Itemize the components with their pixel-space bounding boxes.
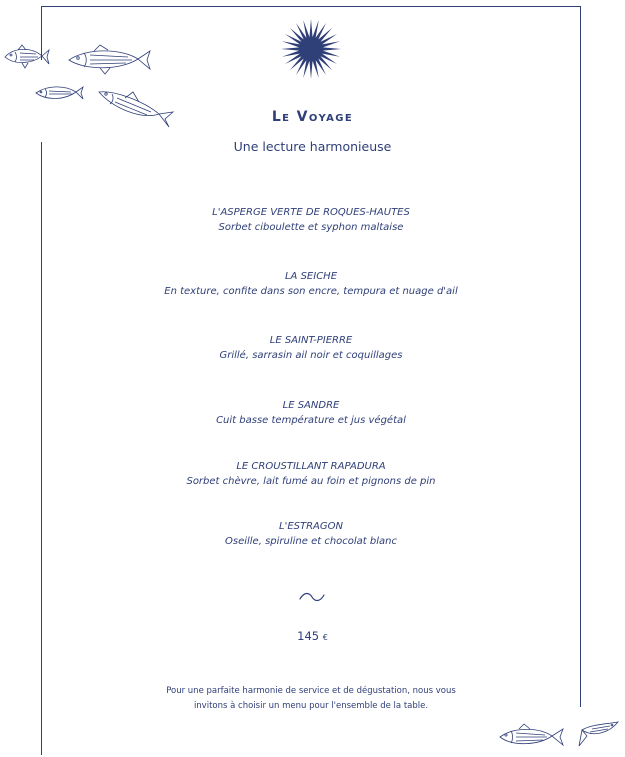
course-name: LE CROUSTILLANT RAPADURA: [236, 461, 386, 472]
fish-illustration-3: [33, 82, 85, 104]
course-item: [41, 333, 581, 363]
course-name: L'ASPERGE VERTE DE ROQUES-HAUTES: [212, 207, 410, 218]
course-name: LE SAINT-PIERRE: [269, 335, 353, 346]
course-name: L'ESTRAGON: [279, 521, 343, 532]
fish-illustration-1: [2, 44, 50, 70]
fish-illustration-6: [578, 716, 622, 750]
course-item: [41, 205, 581, 235]
menu-price: [0, 629, 625, 643]
fish-illustration-5: [497, 722, 565, 752]
price-value: 145: [297, 629, 320, 643]
course-name: LE SANDRE: [282, 400, 340, 411]
course-item: [41, 459, 581, 489]
course-item: [41, 269, 581, 299]
course-description: Grillé, sarrasin ail noir et coquillages: [219, 350, 403, 361]
course-item: [41, 398, 581, 428]
course-item: [41, 519, 581, 549]
fish-illustration-2: [66, 44, 152, 76]
course-description: Oseille, spiruline et chocolat blanc: [224, 536, 397, 547]
course-description: En texture, confite dans son encre, tempura et nuage d'ail: [164, 286, 458, 297]
tilde-icon: [298, 590, 326, 604]
menu-subtitle: Une lecture harmonieuse: [233, 139, 392, 154]
course-name: LA SEICHE: [284, 271, 338, 282]
course-description: Sorbet chèvre, lait fumé au foin et pignons de pin: [186, 476, 436, 487]
sun-burst-icon: [280, 18, 342, 80]
course-description: Cuit basse température et jus végétal: [216, 415, 406, 426]
course-description: Sorbet ciboulette et syphon maltaise: [218, 222, 404, 233]
table-note: [41, 684, 581, 714]
table-note-line: invitons à choisir un menu pour l'ensemble de la table.: [193, 701, 429, 711]
table-note-line: Pour une parfaite harmonie de service et de dégustation, nous vous: [166, 686, 456, 696]
menu-title: Le Voyage: [271, 109, 354, 125]
price-currency: €: [322, 633, 328, 642]
